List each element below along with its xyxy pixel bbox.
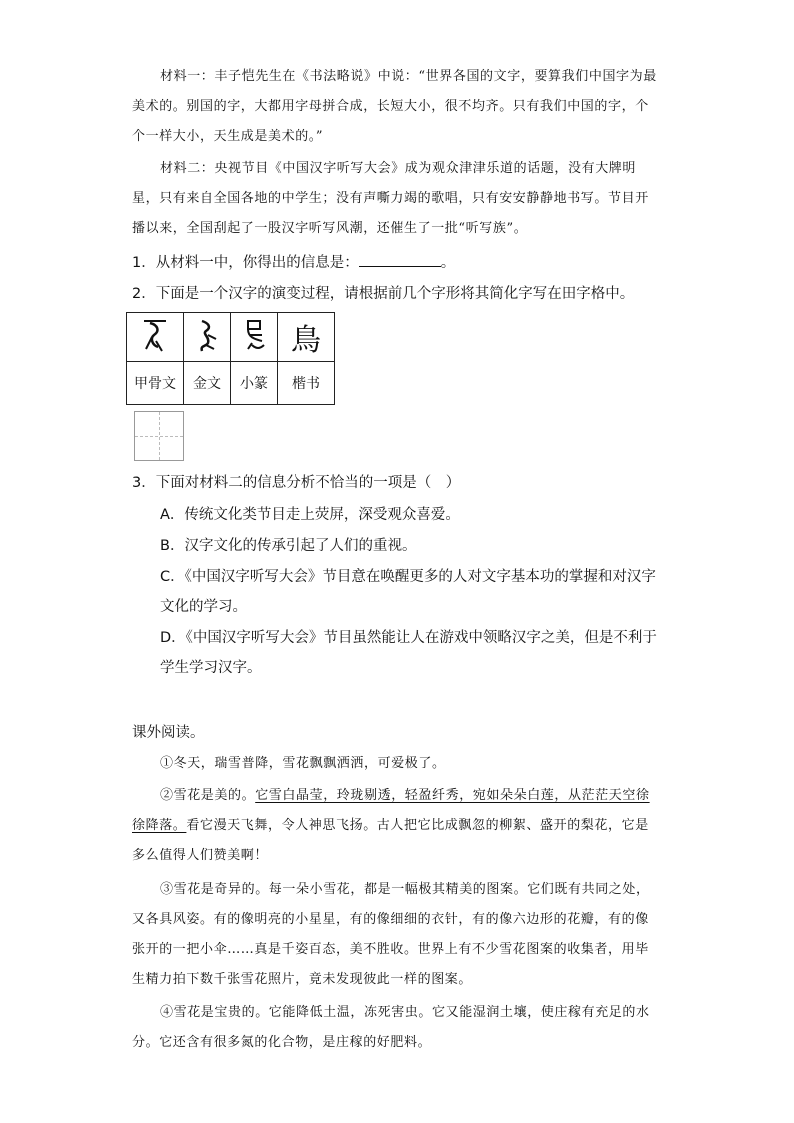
label-oracle-bone: 甲骨文: [127, 362, 184, 405]
label-bronze: 金文: [184, 362, 231, 405]
reading-paragraph-2: [132, 781, 662, 871]
option-c[interactable]: C．《中国汉字听写大会》节目意在唤醒更多的人对文字基本功的掌握和对汉字文化的学习。: [160, 569, 656, 615]
oracle-bird-icon: [140, 315, 170, 355]
question-3: 3．下面对材料二的信息分析不恰当的一项是（ ）: [132, 475, 461, 491]
bronze-glyph: [184, 313, 231, 362]
p2-closing: 看它漫天飞舞，令人神思飞扬。古人把它比成飘忽的柳絮、盛开的梨花，它是多么值得人们赞美啊！: [132, 818, 649, 863]
label-small-seal: 小篆: [231, 362, 278, 405]
character-evolution-table: [126, 312, 335, 405]
option-b[interactable]: B．汉字文化的传承引起了人们的重视。: [160, 538, 417, 554]
p2-underlined-sentence: 它雪白晶莹，玲珑剔透，轻盈纤秀，宛如朵朵白莲，从茫茫天空徐徐降落。: [132, 788, 650, 833]
question-1-text: 1．从材料一中，你得出的信息是：: [132, 255, 359, 271]
reading-paragraph-1: ①冬天，瑞雪普降，雪花飘飘洒洒，可爱极了。: [160, 756, 446, 771]
question-1-end: 。: [440, 255, 456, 271]
tian-zi-ge-answer-box[interactable]: [134, 411, 184, 461]
label-regular-script: 楷书: [278, 362, 335, 405]
answer-blank[interactable]: [359, 252, 441, 267]
reading-paragraph-4: ④雪花是宝贵的。它能降低土温，冻死害虫。它又能湿润土壤，使庄稼有充足的水分。它还含有很多氮的化合物，是庄稼的好肥料。: [132, 1005, 650, 1050]
option-d[interactable]: D．《中国汉字听写大会》节目虽然能让人在游戏中领略汉字之美，但是不利于学生学习汉字。: [160, 630, 657, 676]
reading-heading: 课外阅读。: [132, 725, 205, 741]
option-a[interactable]: A．传统文化类节目走上荧屏，深受观众喜爱。: [160, 507, 460, 523]
small-seal-glyph: [231, 313, 278, 362]
oracle-bone-glyph: [127, 313, 184, 362]
bronze-bird-icon: [194, 315, 220, 355]
seal-bird-icon: [240, 315, 268, 355]
material-two: 材料二：央视节目《中国汉字听写大会》成为观众津津乐道的话题，没有大牌明星，只有来自全国各地的中学生；没有声嘶力竭的歌唱，只有安安静静地书写。节目开播以来，全国刮起了一股汉字听写风潮，还催生了一批“听写族”。: [132, 161, 649, 236]
p2-opening: ②雪花是美的。: [160, 788, 256, 803]
question-1: [132, 248, 662, 278]
question-2: 2．下面是一个汉字的演变过程，请根据前几个字形将其简化字写在田字格中。: [132, 286, 635, 302]
grid-vertical-guide: [159, 412, 160, 460]
material-one: 材料一：丰子恺先生在《书法略说》中说：“世界各国的文字，要算我们中国字为最美术的。别国的字，大都用字母拼合成，长短大小，很不均齐。只有我们中国的字，个个一样大小，天生成是美术的。”: [132, 69, 657, 144]
reading-paragraph-3: ③雪花是奇异的。每一朵小雪花，都是一幅极其精美的图案。它们既有共同之处，又各具风姿。有的像明亮的小星星，有的像细细的衣针，有的像六边形的花瓣，有的像张开的一把小伞……真是千姿百态，美不胜收。世界上有不少雪花图案的收集者，用毕生精力拍下数千张雪花照片，竟未发现彼此一样的图案。: [132, 882, 650, 987]
regular-script-glyph: 鳥: [278, 313, 335, 362]
